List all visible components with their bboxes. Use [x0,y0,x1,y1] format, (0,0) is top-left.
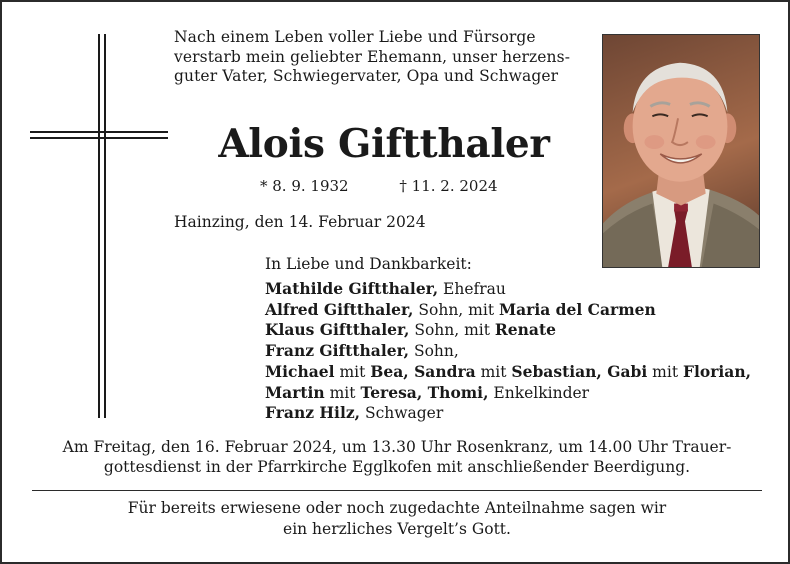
mourner-name: Martin [265,382,325,402]
mourner-relation: Sohn, mit [413,300,499,319]
thanks-heading: In Liebe und Dankbarkeit: [265,255,472,273]
mourner-relation: mit [647,362,683,381]
mourner-line [265,341,775,362]
funeral-service-info: Am Freitag, den 16. Februar 2024, um 13.30 Uhr Rosenkranz, um 14.00 Uhr Trauer- gottesdienst in der Pfarrkirche Egglkofen mit anschließender Beerdigung. [62,438,732,476]
intro-text: Nach einem Leben voller Liebe und Fürsorge verstarb mein geliebter Ehemann, unser herzens- guter Vater, Schwiegervater, Opa und Schwager [174,28,571,85]
thanks-footer: Für bereits erwiesene oder noch zugedachte Anteilnahme sagen wir ein herzliches Vergelt’s Gott. [127,499,667,538]
deceased-name: Alois Giftthaler [218,121,550,167]
mourner-relation: Sohn, mit [409,321,495,340]
death-date: † 11. 2. 2024 [399,177,498,195]
portrait-image [603,35,759,267]
place-date: Hainzing, den 14. Februar 2024 [174,213,426,231]
mourner-line [265,383,775,404]
mourner-line [265,320,775,341]
portrait-photo [602,34,760,268]
life-dates [260,176,498,196]
mourner-name: Sebastian, Gabi [511,361,648,381]
mourner-relation: mit [475,362,512,381]
divider [32,490,762,491]
mourner-name: Michael [265,361,335,381]
mourner-line [265,300,775,321]
mourner-name: Maria del Carmen [498,299,656,319]
mourner-name: Renate [494,320,556,340]
mourner-relation: mit [324,383,361,402]
mourners-list [265,279,775,424]
mourner-relation: Enkelkinder [488,383,590,402]
mourner-name: Franz Hilz, [265,403,361,423]
mourner-name: Alfred Giftthaler, [265,299,414,319]
mourner-relation: Ehefrau [438,280,506,298]
mourner-line [265,279,775,300]
mourner-name: Franz Giftthaler, [265,341,410,361]
mourner-line [265,403,775,424]
birth-date: * 8. 9. 1932 [260,177,349,195]
mourner-line [265,362,775,383]
mourner-name: Florian, [682,361,751,381]
mourner-name: Teresa, Thomi, [360,382,489,402]
mourner-name: Klaus Giftthaler, [265,320,410,340]
mourner-relation: mit [334,362,371,381]
mourner-relation: Schwager [360,404,444,423]
cross-icon [30,34,168,418]
mourner-name: Mathilde Giftthaler, [265,279,439,298]
mourner-relation: Sohn, [409,342,459,361]
mourner-name: Bea, Sandra [370,361,476,381]
